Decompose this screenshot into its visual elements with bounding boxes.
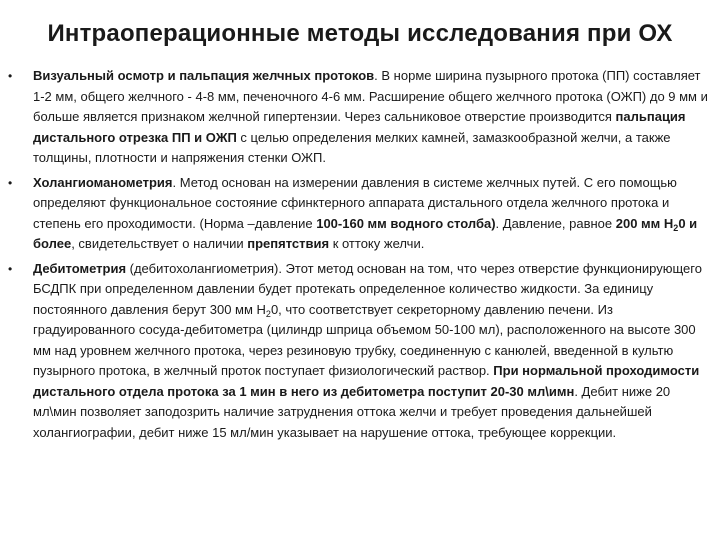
- text-segment: (дебитохолангиометрия). Этот метод основан на том, что через отверстие функционирующего БСДПК при определенном давлении будет протекать определенное количество жидкости. За единицу постоянного давления берут 300 мм Н: [33, 260, 702, 317]
- text-segment: . Дебит ниже 20 мл\мин позволяет заподозрить наличие затруднения оттока желчи и требует проведения дальнейшей холангиографии, дебит ниже 15 мл/мин указывает на нарушение оттока, требующее коррекции.: [33, 383, 671, 440]
- bullet-item-cholangiomanometry: [8, 173, 715, 255]
- emphasis-obstruction: препятствия: [247, 236, 330, 251]
- slide-title: Интраоперационные методы исследования при ОХ: [47, 20, 673, 47]
- emphasis-pressure-value: 0 и более: [33, 215, 698, 251]
- bullet-list: [0, 66, 720, 443]
- bullet-marker: •: [8, 261, 13, 276]
- text-segment: . Давление, равное: [495, 215, 616, 231]
- bullet-item-visual-palpation: [8, 66, 715, 169]
- bullet-text: [33, 66, 715, 169]
- term-cholangiomanometry: Холангиоманометрия: [33, 174, 173, 190]
- bullet-text: [33, 173, 715, 255]
- term-visual-palpation: Визуальный осмотр и пальпация желчных протоков: [33, 68, 375, 83]
- text-segment: 0, что соответствует секреторному давлению печени. Из градуированного сосуда-дебитометра (цилиндр шприца объемом 50-100 мл), расположенного на высоте 300 мм над уровнем желчного протока, через резиновую трубку, соединенную с канюлей, введенной в культю пузырного протока, в желчный проток поступает физиологический раствор.: [33, 301, 696, 378]
- emphasis-pressure-value: 200 мм Н: [615, 215, 674, 231]
- subscript-2: 2: [673, 222, 679, 233]
- bullet-item-debitometry: [8, 259, 715, 444]
- text-segment: . В норме ширина пузырного протока (ПП) составляет 1-2 мм, общего желчного - 4-8 мм, печеночного 4-6 мм. Расширение общего желчного протока (ОЖП) до 9 мм и больше является признаком желчной гипертензии. Через сальниковое отверстие производится: [33, 68, 708, 124]
- text-segment: к оттоку желчи.: [329, 236, 425, 251]
- text-segment: . Метод основан на измерении давления в системе желчных путей. С его помощью определяют функциональное состояние сфинктерного аппарата дистального отдела желчного протока и степень его проходимости. (Норма –давление: [33, 174, 677, 231]
- bullet-text: [33, 259, 715, 444]
- bullet-marker: •: [8, 69, 13, 83]
- text-segment: , свидетельствует о наличии: [71, 236, 248, 251]
- text-segment: с целью определения мелких камней, замазкообразной желчи, а также толщины, плотности и напряжения стенки ОЖП.: [33, 129, 671, 165]
- emphasis-normal-pressure: 100-160 мм водного столба): [316, 215, 496, 231]
- emphasis-normal-flow: При нормальной проходимости дистального отдела протока за 1 мин в него из дебитометра поступит 20-30 мл\имн: [33, 363, 700, 399]
- subscript-2: 2: [265, 308, 271, 319]
- bullet-marker: •: [8, 175, 13, 190]
- emphasis-distal-palpation: пальпация дистального отрезка ПП и ОЖП: [33, 109, 686, 145]
- term-debitometry: Дебитометрия: [33, 260, 127, 276]
